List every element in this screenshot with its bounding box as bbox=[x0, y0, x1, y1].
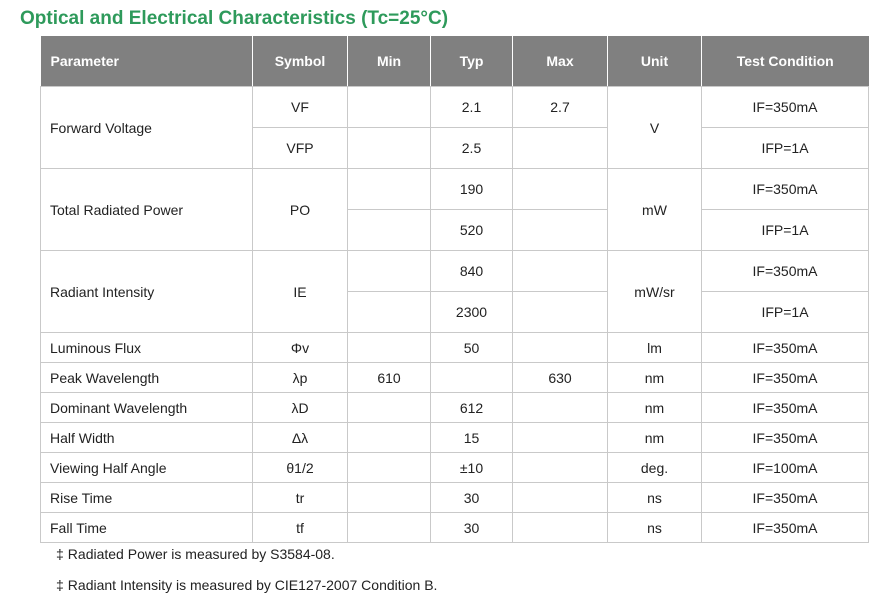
unit-cell: deg. bbox=[608, 453, 702, 483]
footnote-radiated-power bbox=[56, 546, 335, 562]
symbol-cell: VFP bbox=[253, 128, 348, 169]
param-cell: Half Width bbox=[41, 423, 253, 453]
header-parameter: Parameter bbox=[41, 36, 253, 86]
table-row bbox=[41, 513, 869, 543]
footnote-text: Radiant Intensity is measured by CIE127-2007 Condition B. bbox=[67, 577, 438, 593]
param-cell: Total Radiated Power bbox=[41, 169, 253, 251]
param-cell: Dominant Wavelength bbox=[41, 393, 253, 423]
condition-cell: IF=350mA bbox=[702, 169, 869, 210]
table-row bbox=[41, 363, 869, 393]
unit-cell: ns bbox=[608, 513, 702, 543]
condition-cell: IF=350mA bbox=[702, 423, 869, 453]
param-cell: Viewing Half Angle bbox=[41, 453, 253, 483]
symbol-cell: λD bbox=[253, 393, 348, 423]
unit-cell: ns bbox=[608, 483, 702, 513]
param-cell: Fall Time bbox=[41, 513, 253, 543]
symbol-cell: PO bbox=[253, 169, 348, 251]
max-cell bbox=[513, 513, 608, 543]
min-cell bbox=[348, 292, 431, 333]
header-max: Max bbox=[513, 36, 608, 86]
typ-cell: 190 bbox=[431, 169, 513, 210]
max-cell bbox=[513, 169, 608, 210]
unit-cell: nm bbox=[608, 423, 702, 453]
typ-cell: 840 bbox=[431, 251, 513, 292]
table-row bbox=[41, 87, 869, 128]
condition-cell: IF=350mA bbox=[702, 333, 869, 363]
condition-cell: IF=350mA bbox=[702, 251, 869, 292]
unit-cell: V bbox=[608, 87, 702, 169]
max-cell: 2.7 bbox=[513, 87, 608, 128]
condition-cell: IF=350mA bbox=[702, 483, 869, 513]
max-cell bbox=[513, 483, 608, 513]
table-row bbox=[41, 393, 869, 423]
max-cell bbox=[513, 333, 608, 363]
page-title: Optical and Electrical Characteristics (Tc=25°C) bbox=[20, 8, 449, 29]
unit-cell: nm bbox=[608, 363, 702, 393]
symbol-cell: VF bbox=[253, 87, 348, 128]
min-cell bbox=[348, 453, 431, 483]
condition-cell: IF=350mA bbox=[702, 363, 869, 393]
min-cell bbox=[348, 423, 431, 453]
typ-cell: 30 bbox=[431, 483, 513, 513]
symbol-cell: IE bbox=[253, 251, 348, 333]
unit-cell: lm bbox=[608, 333, 702, 363]
table-row bbox=[41, 333, 869, 363]
double-dagger-icon: ‡ bbox=[56, 577, 64, 593]
min-cell bbox=[348, 128, 431, 169]
min-cell bbox=[348, 210, 431, 251]
min-cell bbox=[348, 393, 431, 423]
condition-cell: IF=350mA bbox=[702, 393, 869, 423]
max-cell bbox=[513, 251, 608, 292]
table-row bbox=[41, 169, 869, 210]
max-cell bbox=[513, 453, 608, 483]
symbol-cell: tr bbox=[253, 483, 348, 513]
typ-cell: 50 bbox=[431, 333, 513, 363]
header-symbol: Symbol bbox=[253, 36, 348, 86]
symbol-cell: λp bbox=[253, 363, 348, 393]
header-test-condition: Test Condition bbox=[702, 36, 869, 86]
min-cell bbox=[348, 333, 431, 363]
condition-cell: IFP=1A bbox=[702, 210, 869, 251]
double-dagger-icon: ‡ bbox=[56, 546, 64, 562]
typ-cell: ±10 bbox=[431, 453, 513, 483]
typ-cell bbox=[431, 363, 513, 393]
min-cell bbox=[348, 251, 431, 292]
header-min: Min bbox=[348, 36, 431, 86]
max-cell bbox=[513, 128, 608, 169]
param-cell: Forward Voltage bbox=[41, 87, 253, 169]
symbol-cell: θ1/2 bbox=[253, 453, 348, 483]
condition-cell: IF=100mA bbox=[702, 453, 869, 483]
unit-cell: nm bbox=[608, 393, 702, 423]
table-header-row bbox=[41, 36, 869, 86]
typ-cell: 2.1 bbox=[431, 87, 513, 128]
table-row bbox=[41, 453, 869, 483]
table-row bbox=[41, 423, 869, 453]
min-cell bbox=[348, 169, 431, 210]
max-cell bbox=[513, 210, 608, 251]
symbol-cell: Φv bbox=[253, 333, 348, 363]
footnote-radiant-intensity bbox=[56, 577, 437, 593]
condition-cell: IFP=1A bbox=[702, 128, 869, 169]
param-cell: Luminous Flux bbox=[41, 333, 253, 363]
header-unit: Unit bbox=[608, 36, 702, 86]
symbol-cell: Δλ bbox=[253, 423, 348, 453]
condition-cell: IF=350mA bbox=[702, 87, 869, 128]
unit-cell: mW/sr bbox=[608, 251, 702, 333]
max-cell: 630 bbox=[513, 363, 608, 393]
typ-cell: 15 bbox=[431, 423, 513, 453]
footnote-text: Radiated Power is measured by S3584-08. bbox=[67, 546, 335, 562]
max-cell bbox=[513, 393, 608, 423]
header-typ: Typ bbox=[431, 36, 513, 86]
min-cell bbox=[348, 87, 431, 128]
table-row bbox=[41, 251, 869, 292]
min-cell bbox=[348, 513, 431, 543]
table-row bbox=[41, 483, 869, 513]
typ-cell: 2.5 bbox=[431, 128, 513, 169]
characteristics-table bbox=[40, 36, 869, 543]
condition-cell: IFP=1A bbox=[702, 292, 869, 333]
param-cell: Radiant Intensity bbox=[41, 251, 253, 333]
min-cell bbox=[348, 483, 431, 513]
typ-cell: 30 bbox=[431, 513, 513, 543]
max-cell bbox=[513, 423, 608, 453]
typ-cell: 520 bbox=[431, 210, 513, 251]
param-cell: Peak Wavelength bbox=[41, 363, 253, 393]
typ-cell: 2300 bbox=[431, 292, 513, 333]
symbol-cell: tf bbox=[253, 513, 348, 543]
typ-cell: 612 bbox=[431, 393, 513, 423]
min-cell: 610 bbox=[348, 363, 431, 393]
condition-cell: IF=350mA bbox=[702, 513, 869, 543]
param-cell: Rise Time bbox=[41, 483, 253, 513]
unit-cell: mW bbox=[608, 169, 702, 251]
max-cell bbox=[513, 292, 608, 333]
